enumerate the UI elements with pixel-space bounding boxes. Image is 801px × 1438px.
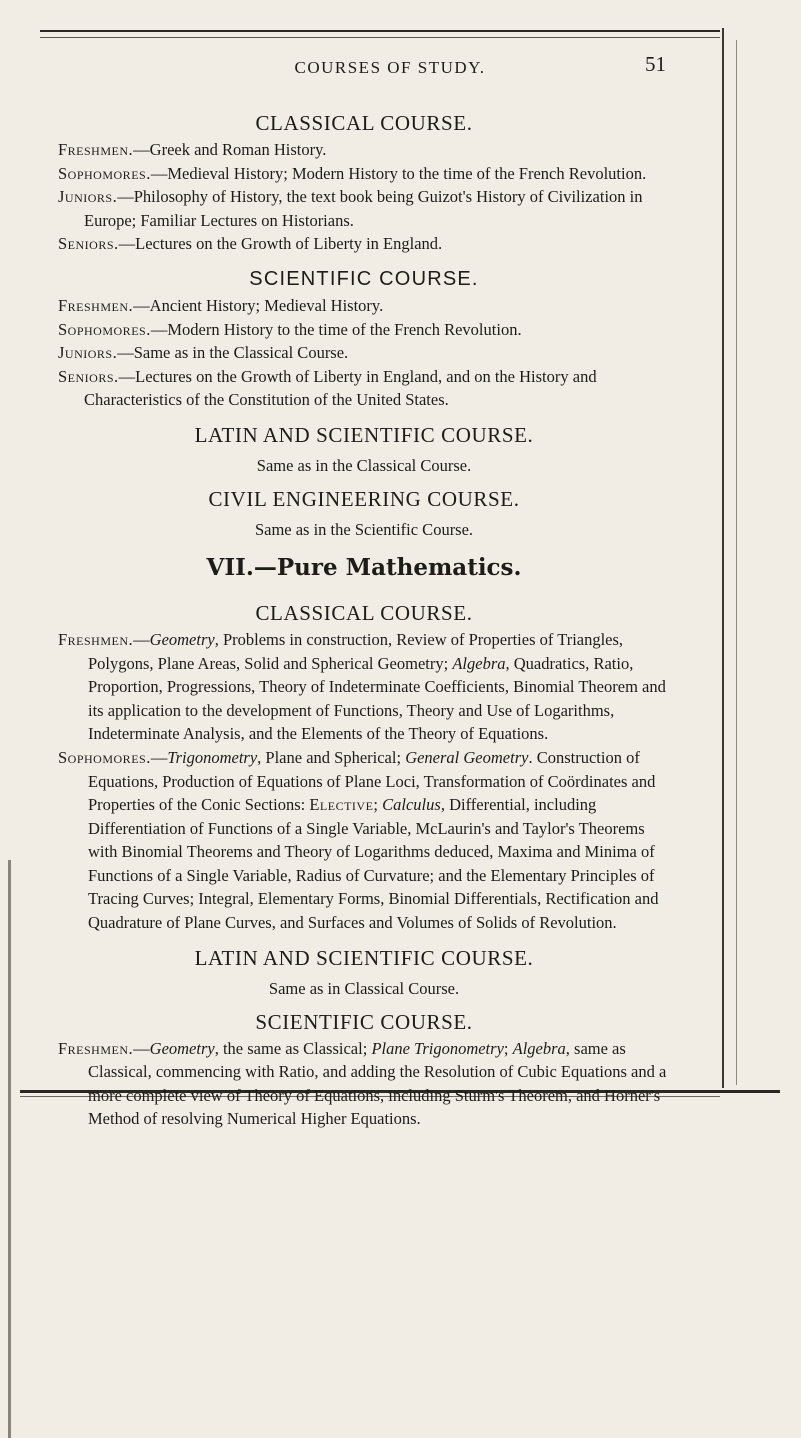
entry-sophomores (58, 318, 670, 342)
subject-calculus: Calculus (382, 795, 441, 815)
section-note: Same as in the Scientific Course. (254, 519, 474, 539)
elective-label: Elective (309, 795, 374, 815)
entry-text: , same as Classical, commencing with Ratio, and adding the Resolution of Cubic Equations and a more complete view of Theory of Equations, including Sturm's Theorem, and Horner's Method of resolving Numerical Higher Equations. (88, 1038, 667, 1129)
section-heading-scientific: SCIENTIFIC COURSE. (249, 267, 479, 290)
entry-juniors (58, 341, 670, 365)
entry-label: Freshmen. (58, 140, 134, 159)
entry-text: —Philosophy of History, the text book being Guizot's History of Civilization in Europe; Familiar Lectures on Historians. (84, 187, 643, 230)
page-edge-right (722, 28, 724, 1088)
subject-algebra: Algebra (452, 653, 506, 673)
entry-text: , Problems in construction, Review of Properties of Triangles, Polygons, Plane Areas, Solid and Spherical Geometry; (88, 629, 624, 673)
entry-label: Seniors. (58, 366, 119, 386)
entry-text: , Quadratics, Ratio, Proportion, Progressions, Theory of Indeterminate Coefficients, Binomial Theorem and its application to the development of Functions, Theory and Use of Logarithms, Indeterminate Analysis, and the Elements of the Theory of Equations. (88, 653, 666, 744)
entry-text: , the same as Classical; (214, 1038, 372, 1058)
subject-geometry: Geometry (149, 1038, 215, 1058)
subject-algebra: Algebra (512, 1038, 566, 1058)
entry-label: Sophomores. (58, 163, 151, 183)
separator: ; (503, 1038, 513, 1058)
entry-text: . Construction of Equations, Production of Equations of Plane Loci, Transformation of Coördinates and Properties of the Conic Sections: (88, 747, 656, 815)
subject-plane-trigonometry: Plane Trigonometry (371, 1038, 504, 1058)
entry-text: —Same as in the Classical Course. (117, 343, 349, 363)
entry-seniors (58, 232, 670, 256)
entry-label: Juniors. (58, 187, 118, 207)
entry-sophomores (58, 162, 670, 186)
section-heading-classical: CLASSICAL COURSE. (255, 111, 473, 135)
section-heading-civil-engineering: CIVIL ENGINEERING COURSE. (208, 486, 520, 511)
section-heading-latin-scientific: LATIN AND SCIENTIFIC COURSE. (194, 945, 534, 970)
top-rule (40, 30, 720, 32)
entry-label: Sophomores. (58, 747, 151, 767)
entry-dash: — (133, 1038, 150, 1058)
entry-text: —Modern History to the time of the French Revolution. (150, 319, 522, 339)
entry-label: Seniors. (58, 234, 119, 254)
entry-juniors (58, 185, 670, 232)
entry-text: —Lectures on the Growth of Liberty in England, and on the History and Characteristics of the Constitution of the United States. (84, 366, 597, 410)
section-note: Same as in the Classical Course. (256, 455, 472, 475)
entry-label: Freshmen. (58, 629, 134, 649)
entry-text: —Greek and Roman History. (133, 140, 327, 159)
entry-sophomores (58, 746, 670, 935)
page-edge-left (8, 860, 11, 1438)
separator: ; (373, 795, 383, 815)
entry-freshmen (58, 1037, 670, 1131)
entry-text: —Lectures on the Growth of Liberty in England. (118, 234, 443, 254)
entry-seniors (58, 365, 670, 412)
section-title-pure-mathematics: VII.—Pure Mathematics. (206, 553, 522, 581)
section-note: Same as in Classical Course. (268, 978, 460, 998)
entry-label: Freshmen. (58, 295, 134, 315)
entry-text: —Medieval History; Modern History to the time of the French Revolution. (150, 163, 647, 183)
entry-text: , Plane and Spherical; (257, 747, 406, 767)
entry-label: Sophomores. (58, 319, 151, 339)
section-heading-latin-scientific: LATIN AND SCIENTIFIC COURSE. (194, 422, 534, 447)
entry-freshmen (58, 294, 670, 318)
entry-freshmen (58, 628, 670, 746)
entry-label: Freshmen. (58, 1038, 134, 1058)
entry-dash: — (133, 629, 150, 649)
page-number: 51 (645, 52, 666, 76)
entry-label: Juniors. (58, 343, 118, 363)
section-heading-scientific: SCIENTIFIC COURSE. (255, 1009, 473, 1034)
entry-dash: — (150, 747, 168, 767)
entry-text: —Ancient History; Medieval History. (133, 295, 384, 315)
entry-text: , Differential, including Differentiation of Functions of a Single Variable, McLaurin's and Taylor's Theorems with Binomial Theorems and Theory of Logarithms deduced, Maxima and Minima of Functions of a Single Variable, Radius of Curvature; and the Elementary Principles of Tracing Curves; Integral, Elementary Forms, Binomial Differentials, Rectification and Quadrature of Plane Curves, and Surfaces and Volumes of Solids of Revolution. (88, 795, 659, 933)
subject-trigonometry: Trigonometry (167, 747, 258, 767)
top-rule-thin (40, 37, 720, 38)
entry-freshmen (58, 138, 670, 162)
subject-geometry: Geometry (149, 629, 215, 649)
section-heading-classical: CLASSICAL COURSE. (255, 600, 473, 625)
subject-general-geometry: General Geometry (405, 747, 529, 767)
running-head: COURSES OF STUDY. (294, 58, 486, 77)
page-body (58, 108, 670, 1131)
page-edge-right-inner (736, 40, 737, 1085)
